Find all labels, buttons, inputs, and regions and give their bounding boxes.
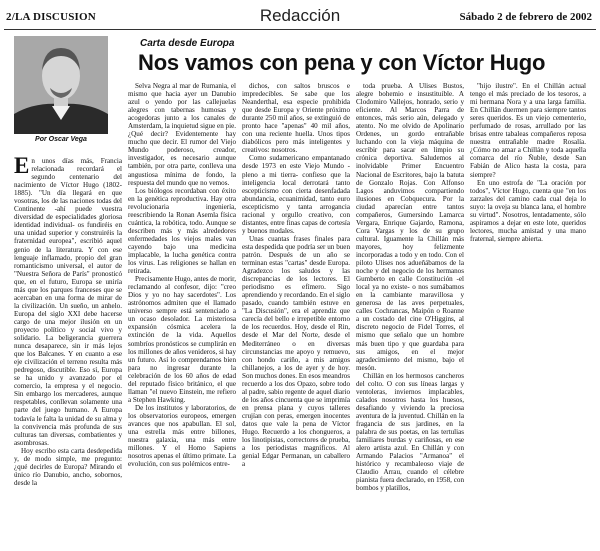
page-header [4,6,596,28]
section-title: Redacción [259,6,341,25]
author-photo [14,36,108,134]
article-column-2 [128,82,236,547]
article-column-3 [242,82,350,547]
article-paragraph: Unas cuantas frases finales para esta despedida que podría ser un buen patrón. Después de un año se terminan estas "cartas" desde Europa. Agradezco los saludos y las discrepancias de los lectores. El periodismo es efímero. Sigo aprendiendo y recordando. En el siglo pasado, cuando también estuve en "La Discusión", era el aprendiz que carecía del bello e irrepetible entorno de los recuerdos. Hoy, desde el Rin, desde el Mar del Norte, desde el Mediterráneo o en diversas circunstancias me apoyo y remuevo, con hondo cariño, a mis amigos chillanejos, a los de ayer y de hoy. Son muchos dones. En esos meandros recuerdo a los dos Opazo, sobre todo al padre, sabio regente de aquel diario de los años cincuenta que se imprimía en prensa plana y cuyos talleres crujían con peras, emergen inocentes datos que vale la pena de Víctor Hugo. Recuerdo a los chongueros, a los linotipistas, correctores de prueba, a los periodistas magníficos. Al genial Edgar Permanan, un caballero a [242,234,350,469]
issue-date: Sábado 2 de febrero de 2002 [459,11,592,23]
header-divider [4,29,596,30]
drop-cap: E [14,157,30,178]
article-paragraph: En uno estrofa de "La oración por todos", Víctor Hugo, cuenta que "en los zarzales del camino cada cual deja lo suyo: la oveja su blanca lana, el hombre su virtud". Nosotros, lentadamente, sólo aspiramos a dejar en este lote, queridos lectores, mucha amistad y una mano fraternal, siempre abierta. [470,178,586,242]
article-paragraph: Como sudamericano empantanado desde 1973 en este Viejo Mundo -pleno a mi tierra- confieso que la inteligencia local derrotará tanto escepticismo con cierta desenfadada abundancia, ecuanimidad, tanto euro escepticismo y tanta arrogancia racional y orgullo creativo, con distantes, entre finas capas de cortesía y buenos modales. [242,154,350,235]
article-kicker: Carta desde Europa [140,38,235,49]
article-paragraph: Precisamente Hugo, antes de morir, reclamando al confesor, dijo: "creo Dios y yo no hay sacerdotes". Los astrónomos admiten que el llamado universo sempre está sentenciado a un ocaso desolador. La misteriosa expansión cósmica acelera la extinción de la vida. Aquellos sombríos pronósticos se cumplirán en los millones de años venideros, si hay un futuro. Así lo comprendamos bien para no ingresar durante la celebración de los 60 años de edad del reputado físico británico, el que llaman "el nuevo Einstein, me refiero a Stephen Hawking. [128,275,236,404]
article-paragraph: Hoy escribo esta carta desdepedida y, de modo simple, me pregunto: ¿qué decirles de Europa? Mirando el único río Danubio, ancho, sobornos, desde la [14,446,122,487]
author-portrait-icon [14,36,108,134]
article-paragraph: Selva Negra al mar de Rumania, el mismo que hacia ayer un Danubio azul o yendo por las callejuelas alegres con tabernas humosas y acogedoras junto a los canales de Amsterdam, la inquietud sigue en pie. ¿Qué decir? Evidentemente hay mucho que decir. El rumor del Viejo Mundo poderoso, creador, investigador, es necesario aunque también, por otra parte, conlleva una angustiosa mínima de fondo, la respuesta del mundo que no vemos. [128,82,236,187]
article-paragraph: Los biólogos recordaban con éxito en la genética reproductiva. Hay otra revolucionaria ingeniería, reescribiendo la Ronan Asemla física cuántica, la robótica, todo. Aunque se describen más y más alrededores enfermedades los viejos males van cayendo bajo una medicina implacable, la lucha genética contra los virus. Las religiones se hallan en retirada. [128,186,236,276]
article-paragraph: "hijo ilustre". En el Chillán actual tengo el más preciado de los tesoros, a mi hermana Nora y a una larga familia. En Chillán duermen para siempre tantos seres queridos. Es un viejo cementerio, perfumado de rosas, arrullado por las brisas entre tabaleas compañeros reposa nuestra entrañable madre Rosalía. ¿Cómo no amar a Chillán y toda aquella comarca del río Ñuble, desde San Fabián de Alico hasta la costa, para siempre? [470,82,586,179]
article-paragraph: dichos, con saltos bruscos e impredecibles. Se sabe que los Neanderthal, esa especie prohibida que desde Europa y Oriente próximo durante 250 mil años, se extinguió de pronto hace "apenas" 40 mil años, con una reciente huella. Unos tipos diabólicos pero más inteligentes y creativos: nosotros. [242,82,350,155]
article-paragraph: Chillán en los hermosos cancheros del colto. O con sus líneas largas y ventoleras, inviernos implacables, calados nosotros hasta los huesos, desafiando y viviendo la preciosa aventura de la juventud. Chillán en la fragancia de sus jardines, en la palabra de sus poetas, en las tertulias familiares burdas y cariñosas, en ese alero artista azul. En Chillán y con Armando Palacios "Armanoa" el histórico y recambaleoso viaje de Claudio Arrau, cuando el célebre pianista fuera declarado, en 1958, con bombos y platillos, [356,371,464,493]
page-section-label: 2/LA DISCUSION [6,11,96,23]
article-column-1 [14,157,122,547]
article-column-5 [470,82,586,242]
article-column-4 [356,82,464,547]
photo-caption: Por Oscar Vega [35,136,87,143]
article-paragraph: En unos días más, Francia relacionada recordará el segundo centenario del nacimiento de Víctor Hugo (1802-1885). "Un día llegará en que vosotras, los de las naciones todas del Continente -ahí puede vuestra diversidad de especialidades gloriosa identidad individual- os fundiréis en una unidad superior y construiréis la fraternidad europea", escribió aquel genio de la literatura. Y con ese lenguaje inflamado, propio del gran romanticismo universal, el autor de "Nuestra Señora de París" pronosticó que, en el futuro, Europa se uniría más que los parques franceses que se acercaban en una forma de mirar de la civilización. Un sueño, un anhelo. Europa del siglo XXI debe hacerse cargo de una mejor ilusión en un proyecto político y social vivo y solidario. La beligerancia guerrera nunca desaparece, sin ir más lejos que los Balcanes. Y en cuanto a ese eje civilización el terreno resulta más pedregoso, discutible. Eso sí, Europa se ha unido y avanzado por el comercio, la empresa y el negocio. Sin embargo los mercaderes, aunque respetables, conllevan solamente una parte del juego humano. A Europa todavía le falta la unidad de su alma y la convivencia más profunda de sus culturas tan diversas, combatientes y asombrosas. [14,157,122,447]
article-paragraph: toda prueba. A Ulises Bustos, alegre bohemio e insustituible. A Clodomiro Vallejos, honrado, serio y eficiente. Al Marcos Parra de entonces, más serio aún, delegado y atento. No me olvido de Apolinario Ordenes, un gordo entrañable luchando con la vieja máquina de escribir para sacar en limpio su crónica deportiva. Saludemos al inolvidable Primer Encuentro Nacional de Escritores, bajo la batuta de Gonzalo Rojas. Con Alfonso Lagos anduvimos compartiendo ilusiones en Cobquecura. Por la ciudad aparecían entre tantos compañeros, Gumersindo Lamarca Vergara, Enrique Gajardo, Ramona, Cora Vargas y los de su grupo cultural. Iguamente la Chillán más mayores, hoy felizmente incorporadas a todo y en todo. Con el piloto Ulises nos adueñábamos de la noche y del negocio de los hermanos Gumberto en calle Constitución -el local ya no existe- o nos sumábamos en la cambiante maravillosa y generosa de las aves perpetuales, calles Cochrancas, Maipón o Roanne a un costado del cine O'Higgins, al discreto negocio de Fidel Torres, el mismo que señalo que un hombre más buen tipo y que guardaba para sus amigos, en el mejor agradecimiento del mismo, bajo el mesón. [356,82,464,372]
article-paragraph: De los institutos y laboratorios, de los observatorios europeos, emergen avances que nos apabullan. El sol, una estrella más entre billones, nuestra galaxia, una más entre millones. Y el Homo Sapiens nosotros apenas el último primate. La evolución, con sus polémicos entre- [128,403,236,469]
article-headline: Nos vamos con pena y con Víctor Hugo [138,50,546,75]
